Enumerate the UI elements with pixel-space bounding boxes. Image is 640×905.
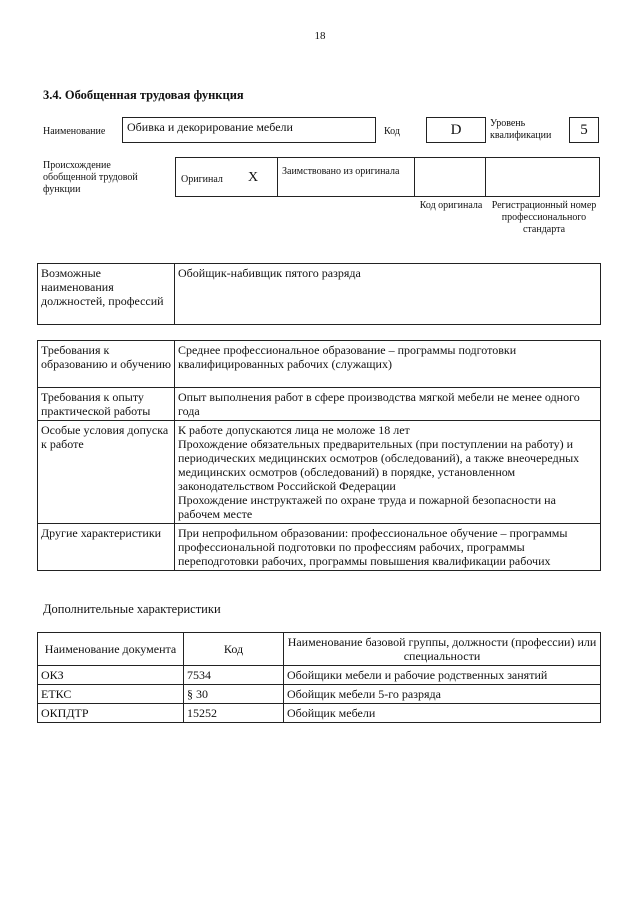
level-value-box [569, 117, 599, 143]
name-value: Обивка и декорирование мебели [127, 120, 293, 134]
table-cell: Обойщик мебели 5-го разряда [284, 685, 601, 704]
origin-divider-2 [414, 157, 415, 197]
requirement-label: Особые условия допуска к работе [38, 421, 175, 524]
additional-header-row [38, 633, 601, 666]
origin-label: Происхождение обобщенной трудовой функции [43, 160, 138, 195]
page-number: 18 [314, 30, 326, 42]
requirement-label: Другие характеристики [38, 524, 175, 571]
column-header: Код [184, 633, 284, 666]
table-cell: ОКЗ [38, 666, 184, 685]
positions-label: Возможные наименования должностей, профессий [38, 264, 175, 325]
level-label: Уровень квалификации [490, 118, 552, 141]
table-cell: Обойщики мебели и рабочие родственных занятий [284, 666, 601, 685]
origin-divider-1 [277, 157, 278, 197]
name-value-box [122, 117, 376, 143]
requirement-value: Среднее профессиональное образование – программы подготовки квалифицированных рабочих (служащих) [175, 341, 601, 388]
level-value: 5 [580, 122, 588, 138]
requirement-row-education [38, 341, 601, 388]
table-cell: Обойщик мебели [284, 704, 601, 723]
code-value: D [450, 122, 462, 138]
borrowed-label: Заимствовано из оригинала [282, 166, 400, 177]
table-row [38, 685, 601, 704]
requirement-label: Требования к опыту практической работы [38, 388, 175, 421]
table-row [38, 666, 601, 685]
requirement-value: К работе допускаются лица не моложе 18 лет Прохождение обязательных предварительных (при поступлении на работу) и периодических медицинских осмотров (обследований), а также внеочередных медицинских осмотров (обследований) в порядке, установленном законодательством Российской Федерации Прохождение инструктажей по охране труда и пожарной безопасности на рабочем месте [175, 421, 601, 524]
additional-title: Дополнительные характеристики [43, 602, 221, 616]
requirements-table [37, 340, 601, 571]
column-header: Наименование документа [38, 633, 184, 666]
positions-table [37, 263, 601, 325]
table-cell: ЕТКС [38, 685, 184, 704]
code-label: Код [384, 126, 400, 137]
requirement-value: Опыт выполнения работ в сфере производства мягкой мебели не менее одного года [175, 388, 601, 421]
section-title: 3.4. Обобщенная трудовая функция [43, 88, 244, 102]
positions-row [38, 264, 601, 325]
column-header: Наименование базовой группы, должности (профессии) или специальности [284, 633, 601, 666]
requirement-label: Требования к образованию и обучению [38, 341, 175, 388]
code-original-caption: Код оригинала [419, 200, 483, 211]
positions-value: Обойщик-набивщик пятого разряда [175, 264, 601, 325]
additional-table [37, 632, 601, 723]
name-label: Наименование [43, 126, 106, 137]
reg-number-caption: Регистрационный номер профессионального стандарта [491, 200, 597, 235]
table-cell: § 30 [184, 685, 284, 704]
code-value-box [426, 117, 486, 143]
requirement-row-other [38, 524, 601, 571]
requirement-row-special-conditions [38, 421, 601, 524]
requirement-value: При непрофильном образовании: профессиональное обучение – программы профессиональной подготовки по профессиям рабочих, программы переподготовки рабочих, программы повышения квалификации рабочих [175, 524, 601, 571]
table-row [38, 704, 601, 723]
table-cell: 15252 [184, 704, 284, 723]
requirement-row-experience [38, 388, 601, 421]
table-cell: 7534 [184, 666, 284, 685]
table-cell: ОКПДТР [38, 704, 184, 723]
original-label: Оригинал [181, 174, 223, 185]
origin-divider-3 [485, 157, 486, 197]
original-mark: X [248, 170, 259, 185]
